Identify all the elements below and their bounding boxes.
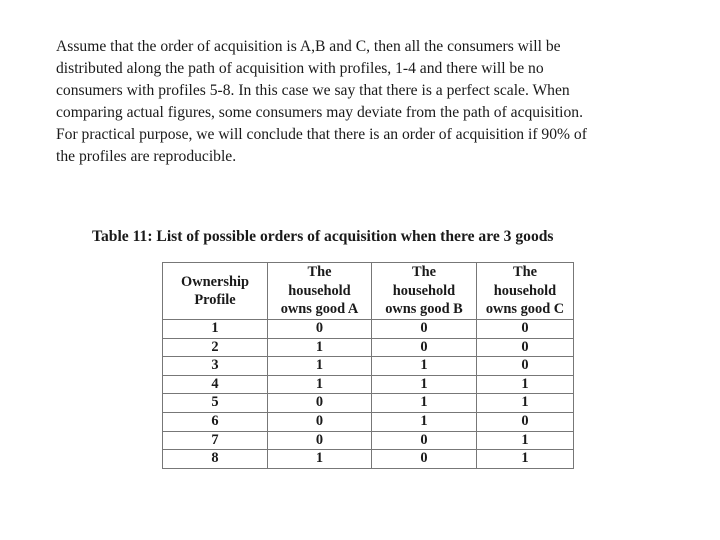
profile-cell: 7: [163, 431, 268, 450]
table-row: [163, 357, 574, 376]
header-line: household: [493, 282, 557, 299]
profile-cell: 2: [163, 338, 268, 357]
profile-cell: 5: [163, 394, 268, 413]
table-row: [163, 450, 574, 469]
profile-cell: 6: [163, 412, 268, 431]
good-b-cell: 0: [372, 450, 477, 469]
good-c-cell: 1: [477, 450, 574, 469]
good-c-cell: 1: [477, 394, 574, 413]
good-b-cell: 1: [372, 375, 477, 394]
good-b-cell: 0: [372, 431, 477, 450]
paragraph-line: distributed along the path of acquisition with profiles, 1-4 and there will be no: [56, 60, 544, 78]
header-line: owns good C: [485, 301, 565, 318]
good-c-cell: 1: [477, 375, 574, 394]
paragraph-line: For practical purpose, we will conclude that there is an order of acquisition if 90% of: [56, 126, 587, 144]
paragraph-line: consumers with profiles 5-8. In this case we say that there is a perfect scale. When: [56, 82, 570, 100]
table-row: [163, 338, 574, 357]
header-line: household: [288, 282, 351, 299]
profile-cell: 1: [163, 320, 268, 339]
good-a-cell: 0: [268, 320, 372, 339]
good-a-cell: 1: [268, 375, 372, 394]
good-b-cell: 1: [372, 412, 477, 431]
good-b-cell: 1: [372, 394, 477, 413]
header-line: The: [412, 264, 436, 281]
table-row: [163, 394, 574, 413]
good-b-cell: 0: [372, 338, 477, 357]
good-c-cell: 0: [477, 320, 574, 339]
header-line: owns good B: [385, 301, 463, 318]
profile-cell: 3: [163, 357, 268, 376]
acquisition-orders-table: [162, 262, 574, 469]
good-a-cell: 1: [268, 357, 372, 376]
good-a-cell: 0: [268, 412, 372, 431]
paragraph-line: Assume that the order of acquisition is A,B and C, then all the consumers will be: [56, 38, 561, 55]
good-c-cell: 1: [477, 431, 574, 450]
good-a-cell: 0: [268, 431, 372, 450]
good-b-cell: 0: [372, 320, 477, 339]
body-paragraph: [56, 36, 686, 169]
table-row: [163, 412, 574, 431]
good-a-cell: 0: [268, 394, 372, 413]
good-a-cell: 1: [268, 338, 372, 357]
header-owns-good-b: [372, 263, 477, 320]
good-a-cell: 1: [268, 450, 372, 469]
table-caption: Table 11: List of possible orders of acquisition when there are 3 goods: [92, 228, 554, 245]
table-row: [163, 320, 574, 339]
profile-cell: 4: [163, 375, 268, 394]
header-owns-good-a: [268, 263, 372, 320]
table-row: [163, 431, 574, 450]
header-line: The: [513, 264, 537, 281]
good-b-cell: 1: [372, 357, 477, 376]
header-owns-good-c: [477, 263, 574, 320]
header-line: Ownership: [181, 273, 249, 290]
paragraph-line: the profiles are reproducible.: [56, 148, 237, 166]
good-c-cell: 0: [477, 357, 574, 376]
profile-cell: 8: [163, 450, 268, 469]
header-line: The: [307, 264, 332, 281]
good-c-cell: 0: [477, 412, 574, 431]
table-header-row: [163, 263, 574, 320]
header-line: household: [392, 282, 456, 299]
good-c-cell: 0: [477, 338, 574, 357]
header-line: owns good A: [280, 301, 359, 318]
header-ownership-profile: [163, 263, 268, 320]
paragraph-line: comparing actual figures, some consumers may deviate from the path of acquisition.: [56, 104, 583, 122]
table-row: [163, 375, 574, 394]
header-line: Profile: [194, 292, 236, 308]
